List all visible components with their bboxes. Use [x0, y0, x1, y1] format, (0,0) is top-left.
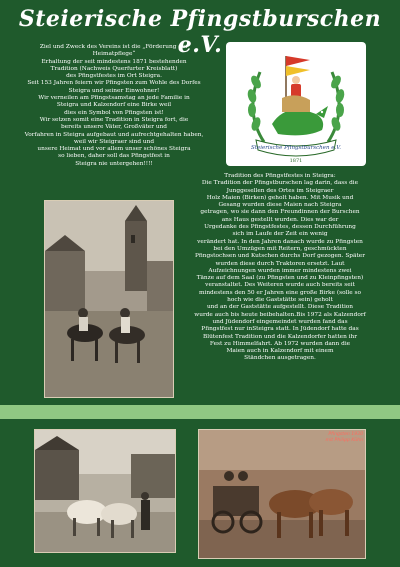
intro-line: Steigra und seiner Einwohner! — [68, 87, 160, 94]
oxen-photo-icon — [35, 430, 175, 552]
logo-emblem-icon — [226, 42, 366, 166]
tradition-line: Blütenfest Tradition und die Kalzendorfer hatten ihr — [202, 333, 358, 340]
tradition-line: Pfingstochsen und Kutschen durchs Dorf gezogen. Später — [194, 253, 366, 260]
tradition-line: bei den Umzügen mit Reitern, geschmückten — [213, 245, 347, 252]
historic-photo-church-street — [44, 200, 174, 398]
intro-line: des Pfingstfestes im Ort Steigra. — [66, 73, 162, 80]
intro-line: Erhaltung der seit mindestens 1871 bestehenden — [41, 58, 187, 65]
tradition-line: Pfingstfest nur inSteigra statt. In Jüdendorf hatte das — [201, 326, 359, 333]
club-logo — [226, 42, 366, 166]
tradition-line: Maien auch in Kalzendorf mit einem — [226, 348, 334, 355]
intro-line: dies ein Symbol von Pfingsten ist! — [64, 109, 164, 116]
divider-stripe — [0, 405, 400, 419]
page-title: Steierische Pfingstburschen e.V. — [18, 6, 382, 58]
tradition-line: Die Tradition der Pfingstburschen lag darin, dass die — [201, 180, 359, 187]
intro-line: Seit 153 Jahren feiern wir Pfingsten zum Wohle des Dorfes — [27, 80, 201, 87]
intro-line: bereits unsere Väter, Großväter und — [61, 124, 167, 131]
intro-text — [8, 44, 220, 168]
photo-caption-line1: Pfingsten 1930 — [328, 432, 363, 437]
tradition-line: getragen, wo sie dann den Freundinnen der Burschen — [200, 209, 360, 216]
logo-year: 1871 — [289, 158, 303, 164]
tradition-line: und Jüdendorf eingemeindet wurden fand das — [212, 318, 348, 325]
tradition-line: ans Haus gestellt wurden. Dies war der — [221, 216, 339, 223]
horse-carriage-photo-icon — [199, 430, 365, 558]
intro-line: Heimatpflege“ — [92, 51, 136, 58]
tradition-line: hoch wie die Gaststätte sein) geholt — [227, 297, 333, 304]
intro-line: so lieben, daher soll das Pfingstfest in — [58, 153, 170, 160]
intro-line: Ziel und Zweck des Vereins ist die „Förderung der — [39, 44, 189, 50]
logo-banner-text: Steierische Pfingstburschen e.V. — [251, 145, 341, 151]
tradition-line: Ständchen ausgetragen. — [244, 355, 316, 362]
tradition-line: Tradition des Pfingstfestes in Steigra: — [224, 173, 336, 179]
church-photo-icon — [45, 201, 173, 397]
intro-line: weil wir Steigraer sind und — [73, 138, 155, 145]
tradition-line: veranstaltet. Des Weiteren wurde auch bereits seit — [205, 282, 355, 289]
tradition-line: mindestens den 50 er Jahren eine große Birke (solle so — [198, 289, 362, 296]
tradition-line: wurden diese durch Traktoren ersetzt. Laut — [215, 260, 345, 267]
tradition-line: Holz Maien (Birken) geholt haben. Mit Musik und — [206, 194, 354, 201]
tradition-line: Junggesellen des Ortes im Steigraer — [226, 187, 334, 194]
tradition-line: verändert hat. In den Jahren danach wurde zu Pfingsten — [197, 238, 363, 245]
intro-line: Wir setzen somit eine Tradition in Steigra fort, die — [39, 116, 189, 123]
intro-line: Tradition (Nachweis Querfurter Kreisblatt) — [50, 65, 178, 72]
tradition-line: Tänze auf dem Saal (zu Pfingsten und zu Kleinpfingsten) — [196, 275, 364, 282]
tradition-line: wurde auch bis heute beibehalten.Bis 1972 als Kalzendorf — [194, 311, 366, 318]
photo-caption — [279, 432, 363, 444]
intro-line: Vorfahren in Steigra aufgebaut und aufrechtgehalten haben, — [24, 131, 204, 138]
tradition-line: Gesang wurden diese Maien nach Steigra — [218, 202, 342, 209]
tradition-line: Aufzeichnungen wurden immer mindestens zwei — [208, 267, 352, 274]
intro-line: Steigra nie untergehen!!!! — [75, 160, 153, 167]
photo-caption-line2: mit Philipp Kühn — [325, 438, 363, 443]
tradition-text — [172, 173, 388, 363]
tradition-line: Fest zu Himmelfahrt. Ab 1972 wurden dann die — [209, 340, 351, 347]
tradition-line: sich im Laufe der Zeit ein wenig — [232, 231, 328, 238]
tradition-line: Urgedanke des Pfingstfestes, dessen Durchführung — [204, 224, 356, 231]
intro-line: Steigra und Kalzendorf eine Birke weil — [56, 102, 172, 109]
historic-photo-oxen — [34, 429, 176, 553]
photo-pfingsten-1930 — [198, 429, 366, 559]
tradition-line: und an der Gaststätte aufgestellt. Diese Tradition — [206, 304, 354, 311]
intro-line: unsere Heimat und vor allem unser schönes Steigra — [37, 146, 191, 153]
intro-line: Wir verneilen am Pfingstsamstag an jede Familie in — [38, 95, 190, 102]
